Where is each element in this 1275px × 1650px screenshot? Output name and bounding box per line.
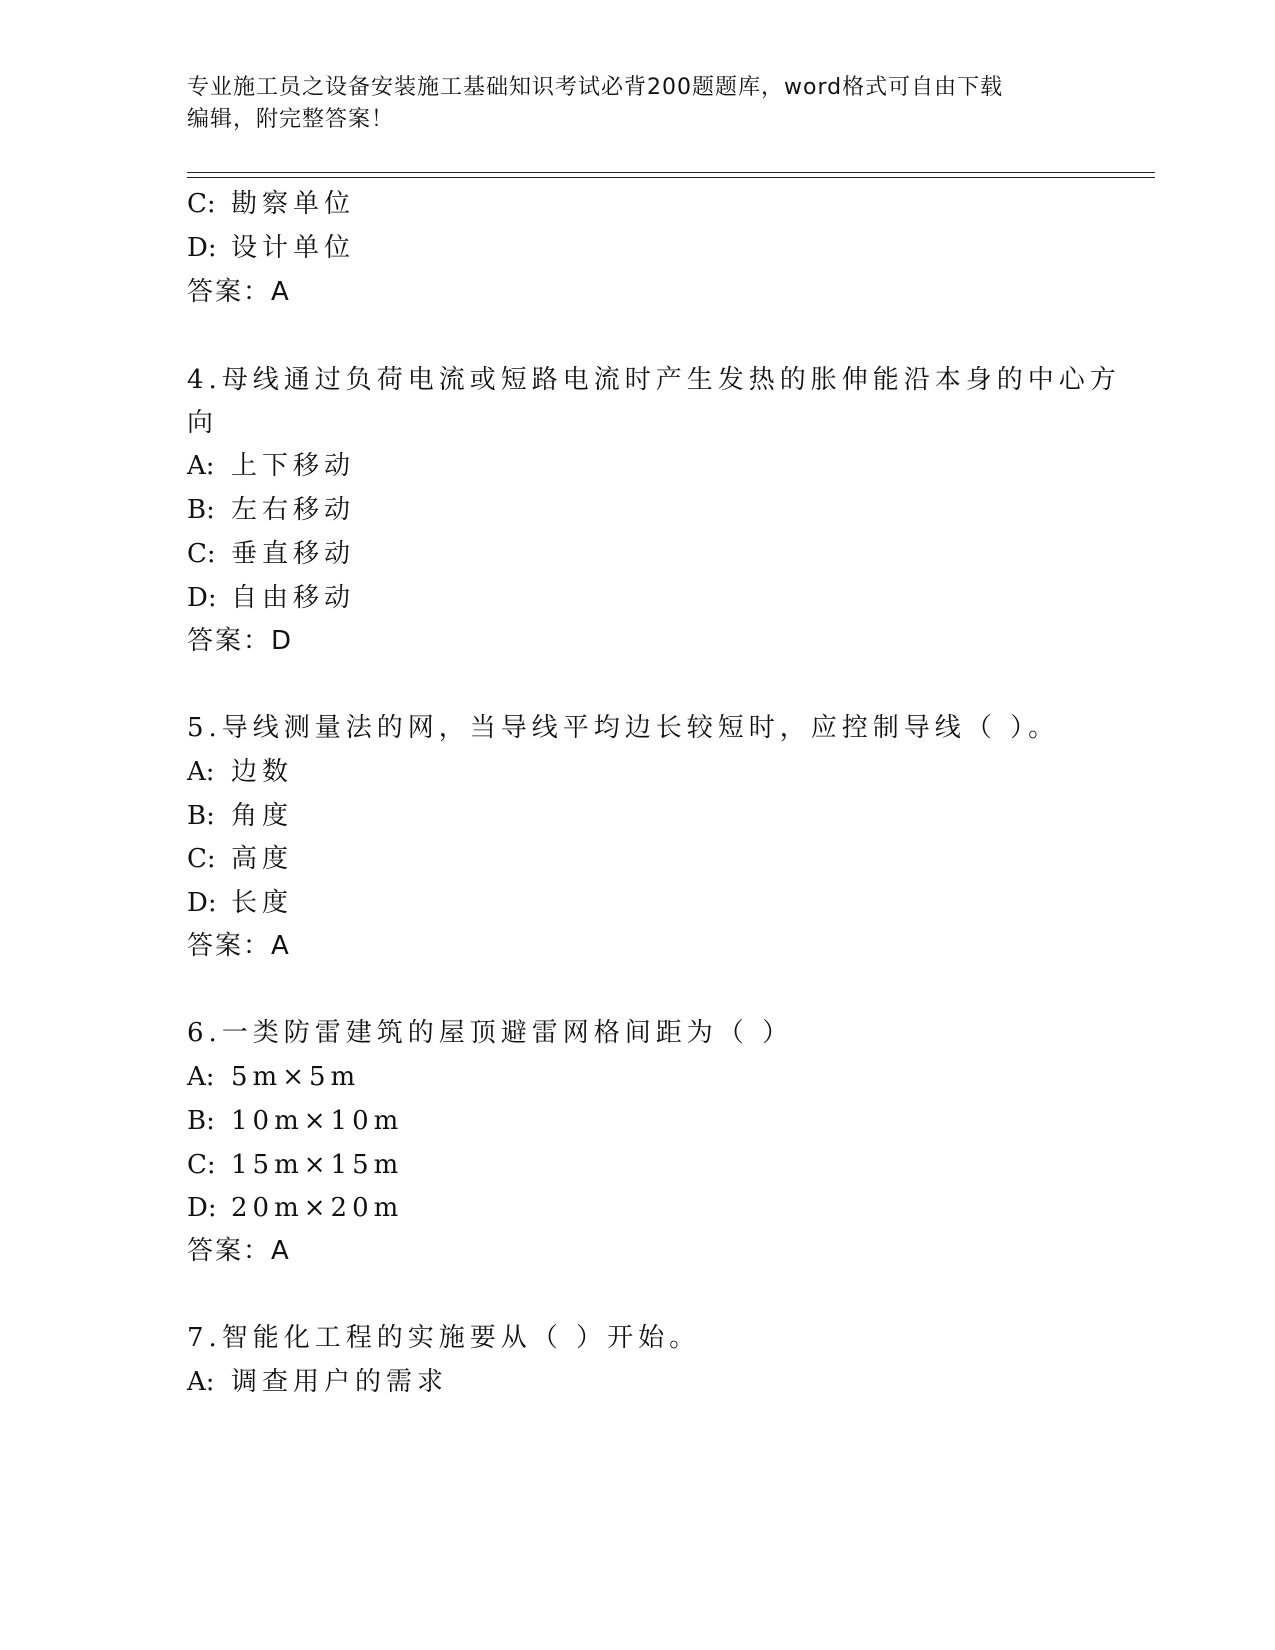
option-text: 5m×5m [231,1062,361,1092]
q4-stem-line-2: 向 [187,408,219,438]
option-label: B: [187,1106,215,1136]
q5-option-b [187,800,293,832]
q7-option-a [187,1366,448,1398]
header-line-2: 编辑，附完整答案！ [187,107,395,132]
option-text: 20m×20m [231,1193,404,1223]
option-text: 10m×10m [231,1106,404,1136]
option-label: D: [187,583,217,613]
q5-option-a [187,756,293,788]
option-label: A: [187,1062,215,1092]
option-text: 左右移动 [231,495,356,525]
option-label: A: [187,1367,215,1397]
q3-option-d [187,232,355,264]
option-text: 高度 [231,844,294,874]
q4-answer: 答案：D [187,626,294,656]
q6-stem: 6.一类防雷建筑的屋顶避雷网格间距为（ ） [187,1018,794,1048]
q6-answer: 答案：A [187,1236,291,1266]
q4-option-b [187,494,355,526]
option-text: 垂直移动 [231,539,356,569]
option-label: C: [187,189,216,219]
q3-option-c [187,188,355,220]
option-text: 角度 [231,801,294,831]
q5-option-c [187,843,293,875]
option-text: 边数 [231,757,294,787]
q4-stem-line-1: 4.母线通过负荷电流或短路电流时产生发热的胀伸能沿本身的中心方 [187,365,1121,395]
option-text: 设计单位 [231,233,356,263]
document-header [187,72,1087,136]
q7-stem: 7.智能化工程的实施要从（ ）开始。 [187,1323,701,1353]
q6-option-b [187,1105,403,1137]
header-rule-bottom [187,177,1155,178]
q5-stem: 5.导线测量法的网，当导线平均边长较短时，应控制导线（ ）。 [187,713,1060,743]
option-text: 长度 [231,888,294,918]
q5-option-d [187,887,293,919]
option-label: A: [187,757,215,787]
q3-answer: 答案：A [187,277,291,307]
option-text: 15m×15m [231,1150,404,1180]
option-label: B: [187,801,215,831]
q4-option-d [187,582,355,614]
q4-option-c [187,538,355,570]
q4-option-a [187,450,355,482]
option-text: 勘察单位 [231,189,356,219]
option-label: C: [187,1150,216,1180]
option-label: D: [187,888,217,918]
option-label: B: [187,495,215,525]
option-label: A: [187,451,215,481]
q6-option-c [187,1149,403,1181]
header-rule-top [187,172,1155,173]
q5-answer: 答案：A [187,931,291,961]
option-label: C: [187,539,216,569]
header-line-1: 专业施工员之设备安装施工基础知识考试必背200题题库，word格式可自由下载 [187,75,1004,100]
option-text: 调查用户的需求 [231,1367,449,1397]
option-label: D: [187,233,217,263]
option-label: C: [187,844,216,874]
q6-option-d [187,1192,403,1224]
option-text: 上下移动 [231,451,356,481]
option-label: D: [187,1193,217,1223]
q6-option-a [187,1061,360,1093]
option-text: 自由移动 [231,583,356,613]
